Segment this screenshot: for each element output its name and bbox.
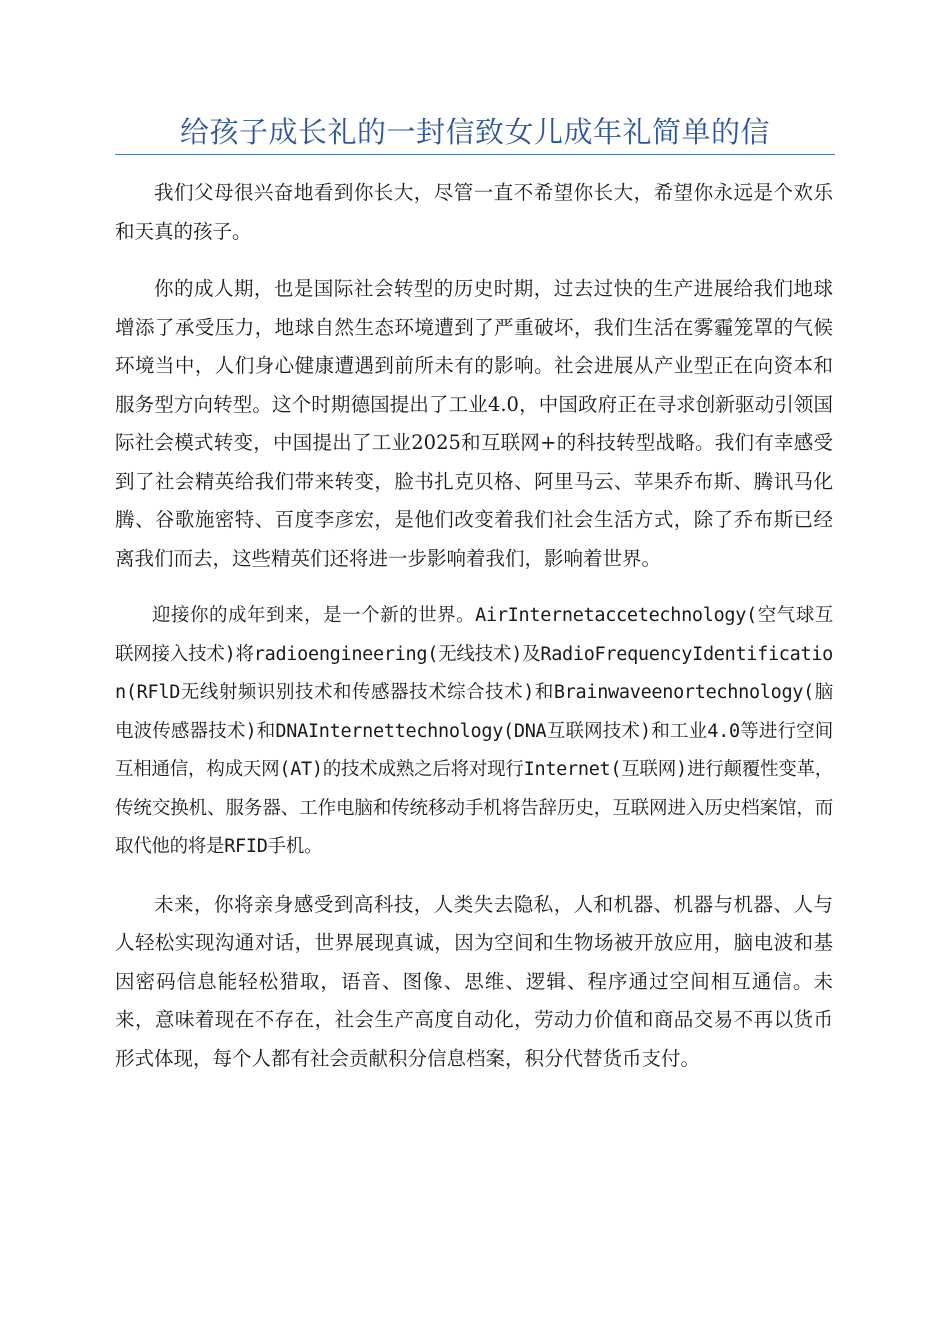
document-body [115,174,833,1097]
paragraph-2: 你的成人期，也是国际社会转型的历史时期，过去过快的生产进展给我们地球增添了承受压力，地球自然生态环境遭到了严重破坏，我们生活在雾霾笼罩的气候环境当中，人们身心健康遭遇到前所未有的影响。社会进展从产业型正在向资本和服务型方向转型。这个时期德国提出了工业4.0，中国政府正在寻求创新驱动引领国际社会模式转变，中国提出了工业2025和互联网+的科技转型战略。我们有幸感受到了社会精英给我们带来转变，脸书扎克贝格、阿里马云、苹果乔布斯、腾讯马化腾、谷歌施密特、百度李彦宏，是他们改变着我们社会生活方式，除了乔布斯已经离我们而去，这些精英们还将进一步影响着我们，影响着世界。 [115,277,833,570]
paragraph-3: 迎接你的成年到来，是一个新的世界。AirInternetaccetechnology(空气球互联网接入技术)将radioengineering(无线技术)及RadioFrequencyIdentification(RFlD无线射频识别技术和传感器技术综合技术)和Brainwaveenortechnology(脑电波传感器技术)和DNAInternettechnology(DNA互联网技术)和工业4.0等进行空间互相通信，构成天网(AT)的技术成熟之后将对现行Internet(互联网)进行颠覆性变革，传统交换机、服务器、工作电脑和传统移动手机将告辞历史，互联网进入历史档案馆，而取代他的将是RFID手机。 [115,605,833,857]
document-title: 给孩子成长礼的一封信致女儿成年礼简单的信 [179,115,770,149]
paragraph-4: 未来，你将亲身感受到高科技，人类失去隐私，人和机器、机器与机器、人与人轻松实现沟通对话，世界展现真诚，因为空间和生物场被开放应用，脑电波和基因密码信息能轻松猎取，语音、图像、思维、逻辑、程序通过空间相互通信。未来，意味着现在不存在，社会生产高度自动化，劳动力价值和商品交易不再以货币形式体现，每个人都有社会贡献积分信息档案，积分代替货币支付。 [115,892,833,1070]
title-underline [115,154,835,155]
paragraph-1: 我们父母很兴奋地看到你长大，尽管一直不希望你长大，希望你永远是个欢乐和天真的孩子。 [115,181,833,243]
